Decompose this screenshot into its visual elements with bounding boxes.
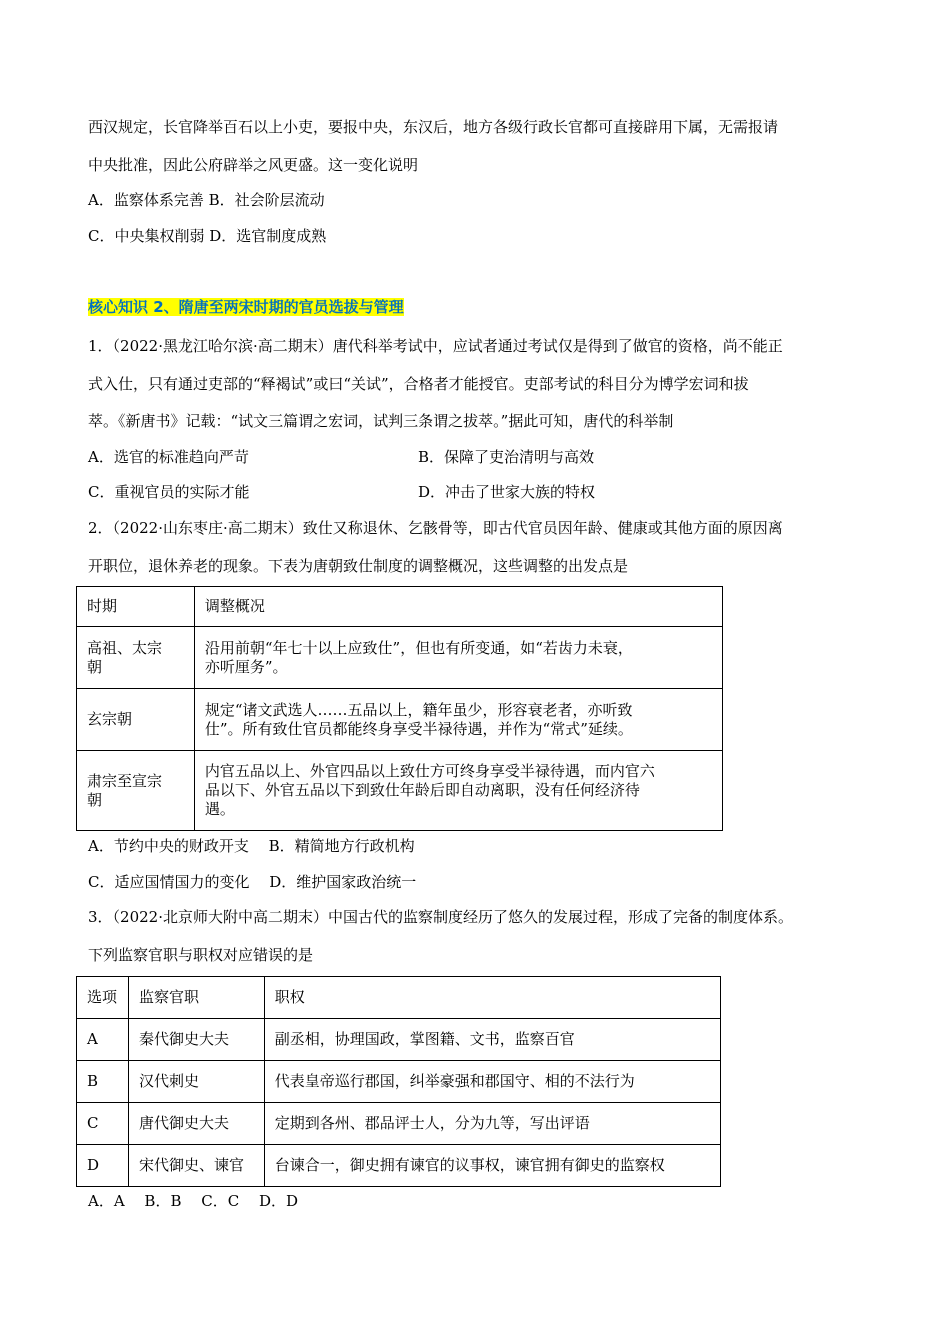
q3-table-header-power: 职权 — [264, 977, 720, 1019]
q3-table-header-option: 选项 — [77, 977, 129, 1019]
q3-table-cell-power: 副丞相，协理国政，掌图籍、文书，监察百官 — [264, 1019, 720, 1061]
q3-table-cell-option: A — [77, 1019, 129, 1061]
intro-question-line-1: 西汉规定，长官降举百石以上小吏，要报中央，东汉后，地方各级行政长官都可直接辟用下属，无需报请 — [88, 118, 779, 136]
q2-table-desc-line: 沿用前朝“年七十以上应致仕”，但也有所变通，如“若齿力未衰， — [204, 638, 633, 657]
q2-table-row — [77, 751, 723, 831]
intro-options-cd: C．中央集权削弱 D．选官制度成熟 — [88, 227, 327, 245]
q2-table-desc-line: 规定“诸文武选人……五品以上，籍年虽少，形容衰老者，亦听致 — [204, 700, 633, 719]
q2-table-desc — [194, 751, 722, 831]
q1-option-b: B．保障了吏治清明与高效 — [418, 448, 595, 466]
q2-line-2: 开职位，退休养老的现象。下表为唐朝致仕制度的调整概况，这些调整的出发点是 — [88, 557, 629, 575]
q3-table — [76, 976, 721, 1187]
q2-table-row — [77, 627, 723, 689]
q2-table-desc — [194, 689, 722, 751]
q2-table-header-period: 时期 — [77, 587, 195, 627]
q3-table-cell-office: 唐代御史大夫 — [128, 1103, 264, 1145]
q3-table-cell-office: 汉代刺史 — [128, 1061, 264, 1103]
q3-table-cell-option: B — [77, 1061, 129, 1103]
q2-table-desc-line: 内官五品以上、外官四品以上致仕方可终身享受半禄待遇，而内官六 — [204, 762, 655, 780]
q1-line-3: 萃。《新唐书》记载：“试文三篇谓之宏词，试判三条谓之拔萃。”据此可知，唐代的科举制 — [88, 412, 674, 430]
q2-table-period-line: 高祖、太宗 — [87, 638, 163, 657]
q2-table-desc — [194, 627, 722, 689]
q2-table-period-line: 肃宗至宣宗 — [87, 771, 163, 790]
q1-option-d: D．冲击了世家大族的特权 — [418, 483, 596, 501]
intro-question-line-2: 中央批准，因此公府辟举之风更盛。这一变化说明 — [88, 156, 419, 174]
q2-table-period-line: 玄宗朝 — [87, 710, 133, 728]
q3-table-cell-office: 宋代御史、谏官 — [128, 1145, 264, 1187]
section-heading-text: 核心知识 2、隋唐至两宋时期的官员选拔与管理 — [88, 298, 404, 316]
q3-table-row — [77, 1145, 721, 1187]
q2-options-ab: A．节约中央的财政开支 B．精简地方行政机构 — [88, 837, 415, 855]
q2-table-desc-line: 仕”。所有致仕官员都能终身享受半禄待遇，并作为“常式”延续。 — [204, 719, 633, 738]
q3-table-cell-power: 代表皇帝巡行郡国，纠举豪强和郡国守、相的不法行为 — [264, 1061, 720, 1103]
q3-table-cell-option: C — [77, 1103, 129, 1145]
q3-options: A．A B．B C．C D．D — [88, 1192, 299, 1210]
q3-table-cell-option: D — [77, 1145, 129, 1187]
q3-table-header-office: 监察官职 — [128, 977, 264, 1019]
q2-table — [76, 586, 723, 831]
q2-table-period — [77, 751, 195, 831]
q3-table-header-row — [77, 977, 721, 1019]
q2-table-period — [77, 627, 195, 689]
q3-table-cell-power: 定期到各州、郡品评士人，分为九等，写出评语 — [264, 1103, 720, 1145]
q2-line-1: 2．（2022·山东枣庄·高二期末）致仕又称退休、乞骸骨等，即古代官员因年龄、健康或其他方面的原因离 — [88, 519, 783, 537]
section-heading — [88, 297, 404, 317]
q1-option-c: C．重视官员的实际才能 — [88, 483, 250, 501]
q3-table-row — [77, 1019, 721, 1061]
q3-table-cell-power: 台谏合一，御史拥有谏官的议事权，谏官拥有御史的监察权 — [264, 1145, 720, 1187]
q2-table-period-line: 朝 — [87, 657, 103, 676]
q1-line-1: 1．（2022·黑龙江哈尔滨·高二期末）唐代科举考试中，应试者通过考试仅是得到了做官的资格，尚不能正 — [88, 337, 783, 355]
q2-options-cd: C．适应国情国力的变化 D．维护国家政治统一 — [88, 873, 417, 891]
q3-table-row — [77, 1061, 721, 1103]
q2-table-period — [77, 689, 195, 751]
q1-line-2: 式入仕，只有通过吏部的“释褐试”或曰“关试”，合格者才能授官。吏部考试的科目分为博学宏词和拔 — [88, 375, 749, 393]
q3-line-2: 下列监察官职与职权对应错误的是 — [88, 946, 314, 964]
q3-line-1: 3．（2022·北京师大附中高二期末）中国古代的监察制度经历了悠久的发展过程，形成了完备的制度体系。 — [88, 908, 793, 926]
intro-options-ab: A．监察体系完善 B．社会阶层流动 — [88, 191, 325, 209]
q2-table-header-desc: 调整概况 — [194, 587, 722, 627]
q2-table-desc-line: 亦听厘务”。 — [204, 657, 288, 676]
q2-table-period-line: 朝 — [87, 790, 103, 809]
q2-table-desc-line: 遇。 — [204, 800, 235, 818]
q2-table-desc-line: 品以下、外官五品以下到致仕年龄后即自动离职，没有任何经济待 — [204, 781, 640, 799]
q2-table-row — [77, 689, 723, 751]
q1-option-a: A．选官的标准趋向严苛 — [88, 448, 249, 466]
q2-table-header-row — [77, 587, 723, 627]
q3-table-row — [77, 1103, 721, 1145]
q3-table-cell-office: 秦代御史大夫 — [128, 1019, 264, 1061]
